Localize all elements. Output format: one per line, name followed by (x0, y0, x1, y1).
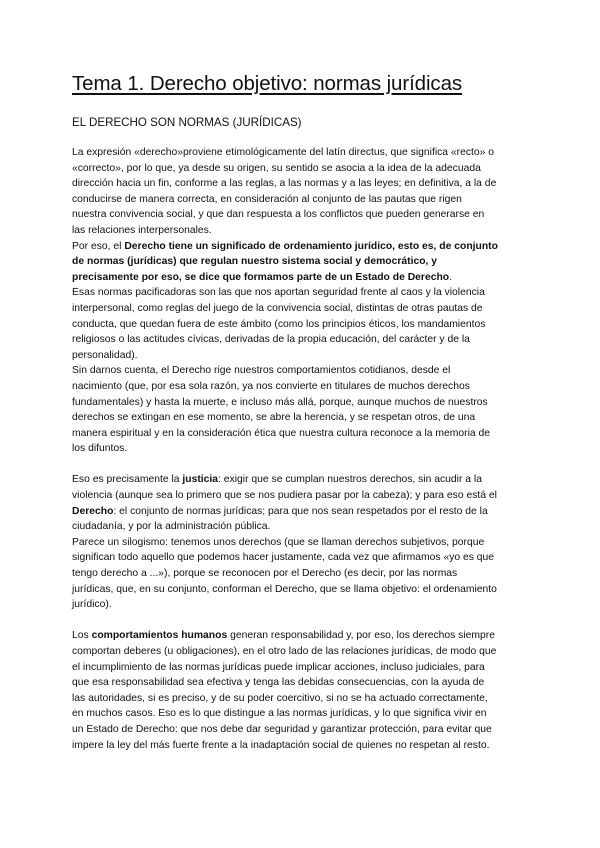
text-segment: que esa responsabilidad sea efectiva y tenga las debidas consecuencias, con la ayuda de (72, 677, 485, 689)
text-segment: : exigir que se cumplan nuestros derechos, sin acudir a la (218, 474, 482, 486)
text-line (72, 628, 532, 644)
text-line (72, 363, 532, 379)
text-line (72, 504, 532, 520)
text-line (72, 285, 532, 301)
text-line (72, 582, 532, 598)
text-segment: los difuntos. (72, 443, 128, 455)
text-segment: las relaciones interpersonales. (72, 224, 212, 236)
section-heading: EL DERECHO SON NORMAS (JURÍDICAS) (72, 116, 302, 129)
text-segment: comportan deberes (u obligaciones), en el otro lado de las relaciones jurídicas, de modo que (72, 646, 497, 657)
text-segment: dirección hacia un fin, conforme a las reglas, a las normas y a las leyes; en definitiva, a la de (72, 178, 497, 190)
text-segment: conducta, que quedan fuera de este ámbito (como los principios éticos, los mandamientos (72, 318, 486, 330)
text-line (72, 722, 532, 738)
text-segment: un Estado de Derecho: que nos debe dar seguridad y garantizar protección, para evitar que (72, 723, 492, 735)
text-segment: : el conjunto de normas jurídicas; para que nos sean respetados por el resto de la (113, 505, 488, 517)
paragraph (72, 285, 532, 363)
paragraph (72, 472, 532, 534)
text-line (72, 379, 532, 395)
page-title: Tema 1. Derecho objetivo: normas jurídicas (72, 72, 463, 95)
text-line (72, 176, 532, 192)
text-line (72, 441, 532, 457)
text-segment: personalidad). (72, 349, 138, 361)
text-segment: fundamentales) y hasta la muerte, e incluso más allá, porque, aunque muchos de nuestros (72, 396, 488, 408)
text-line (72, 691, 532, 707)
text-segment: el incumplimiento de las normas jurídicas puede implicar acciones, incluso judiciales, para (72, 661, 485, 673)
text-line (72, 145, 532, 161)
text-segment: en muchos casos. Eso es lo que distingue a las normas jurídicas, y lo que significa vivir en (72, 708, 487, 720)
text-line (72, 488, 532, 504)
bold-text: justicia (182, 474, 219, 486)
text-line (72, 426, 532, 442)
text-line (72, 644, 532, 660)
text-segment: conducirse de manera correcta, en consideración al conjunto de las pautas que rigen (72, 193, 462, 205)
paragraph (72, 363, 532, 457)
text-segment: Por eso, el (72, 240, 125, 252)
text-segment: ciudadanía, y por la administración pública. (72, 521, 271, 533)
text-segment: La expresión «derecho»proviene etimológicamente del latín directus, que significa «recto» o (72, 147, 495, 158)
text-segment: generan responsabilidad y, por eso, los derechos siempre (227, 630, 495, 642)
document-body (72, 145, 532, 753)
text-line (72, 597, 532, 613)
text-line (72, 395, 532, 411)
paragraph (72, 535, 532, 613)
text-segment: jurídico). (72, 599, 112, 611)
text-segment: Sin darnos cuenta, el Derecho rige nuestros comportamientos cotidianos, desde el (72, 365, 451, 377)
text-line (72, 207, 532, 223)
text-line (72, 239, 532, 255)
text-segment: jurídicas, que, en su conjunto, conforman el Derecho, que se llama objetivo: el ordenamiento (72, 583, 497, 595)
text-line (72, 660, 532, 676)
paragraph (72, 628, 532, 753)
text-line (72, 675, 532, 691)
text-line (72, 410, 532, 426)
text-segment: violencia (aunque sea lo primero que se nos pudiera pasar por la cabeza); y para eso está el (72, 490, 497, 502)
bold-text: Derecho tiene un significado de ordenamiento jurídico, esto es, de conjunto (124, 240, 498, 252)
text-segment: interpersonal, como reglas del juego de la convivencia social, distintas de otras pautas de (72, 302, 483, 314)
bold-text: de normas (jurídicas) que regulan nuestro sistema social y democrático, y (72, 256, 438, 268)
paragraph (72, 239, 532, 286)
text-line (72, 332, 532, 348)
text-segment: religiosos o las actitudes cívicas, derivadas de la propia educación, del carácter y de la (72, 334, 470, 346)
text-line (72, 348, 532, 364)
text-segment: Los (72, 630, 92, 642)
bold-text: Derecho (72, 505, 114, 517)
text-segment: tengo derecho a ...»), porque se reconocen por el Derecho (es decir, por las normas (72, 568, 458, 580)
text-line (72, 519, 532, 535)
text-line (72, 738, 532, 754)
text-segment: «correcto», por lo que, ya desde su origen, su sentido se asocia a la idea de la adecuada (72, 162, 481, 174)
bold-text: precisamente por eso, se dice que formamos parte de un Estado de Derecho (72, 271, 450, 283)
text-line (72, 317, 532, 333)
text-segment: Parece un silogismo: tenemos unos derechos (que se llaman derechos subjetivos, porque (72, 536, 485, 548)
text-line (72, 301, 532, 317)
text-segment: Esas normas pacificadoras son las que nos aportan seguridad frente al caos y la violencia (72, 287, 485, 299)
text-line (72, 706, 532, 722)
text-line (72, 566, 532, 582)
text-line (72, 472, 532, 488)
text-segment: Eso es precisamente la (72, 474, 183, 486)
text-segment: significan todo aquello que podemos hacer justamente, cada vez que afirmamos «yo es que (72, 552, 495, 564)
text-segment: nuestra convivencia social, y que dan respuesta a los conflictos que pueden generarse en (72, 209, 485, 221)
text-segment: impere la ley del más fuerte frente a la inadaptación social de quienes no respetan al resto. (72, 739, 490, 751)
paragraph (72, 145, 532, 239)
text-segment: derechos se extingan en ese momento, se abre la herencia, y se respetan otros, de una (72, 412, 476, 424)
text-segment: . (449, 271, 452, 283)
text-line (72, 270, 532, 286)
text-line (72, 254, 532, 270)
text-line (72, 192, 532, 208)
text-line (72, 550, 532, 566)
text-line (72, 223, 532, 239)
bold-text: comportamientos humanos (91, 630, 228, 642)
text-segment: las autoridades, si es preciso, y de su poder coercitivo, si no se ha actuado correctamente, (72, 692, 488, 704)
text-line (72, 535, 532, 551)
text-segment: nacimiento (que, por esa sola razón, ya nos convierte en titulares de muchos derechos (72, 380, 470, 392)
text-segment: manera espiritual y en la consideración ética que nuestra cultura reconoce a la memoria de (72, 427, 491, 439)
text-line (72, 161, 532, 177)
